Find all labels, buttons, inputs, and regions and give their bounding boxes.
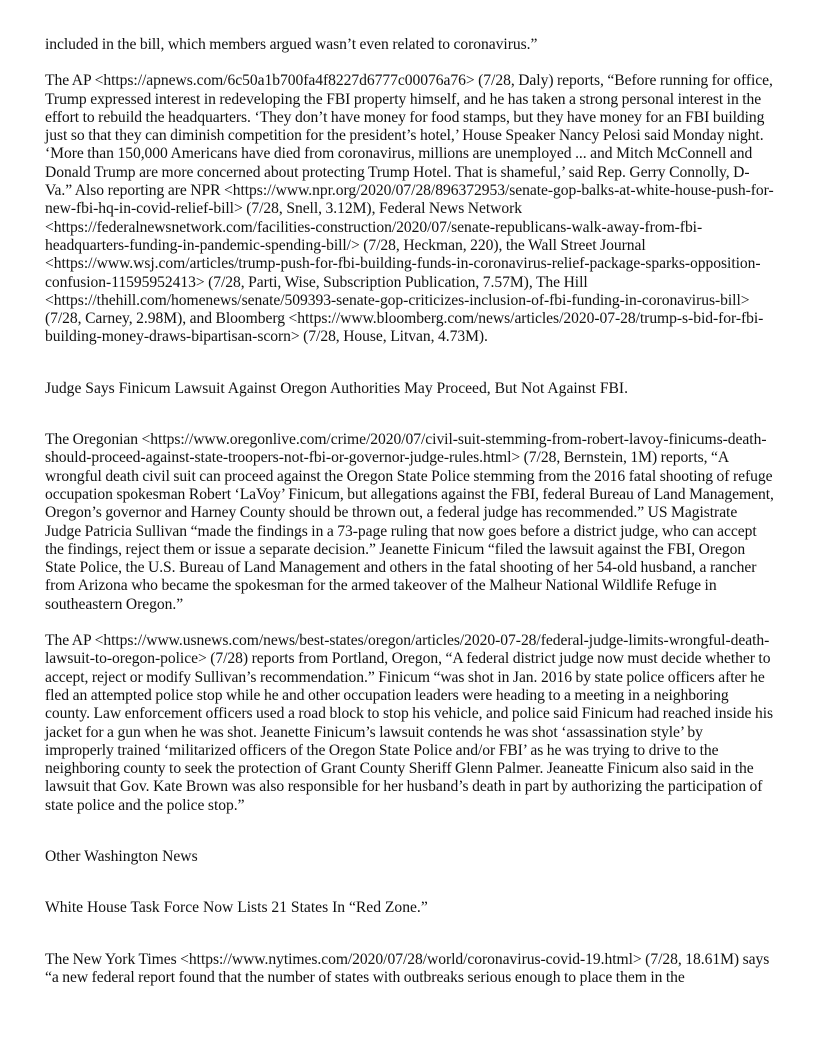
headline-red-zone: White House Task Force Now Lists 21 States In “Red Zone.” (45, 899, 428, 917)
paragraph-nytimes: The New York Times <https://www.nytimes.com/2020/07/28/world/coronavirus-covid-19.html> (7/28, 18.61M) says “a new federal report found that the number of states with outbreaks serious enough to place them in the (45, 950, 770, 986)
headline-finicum-lawsuit: Judge Says Finicum Lawsuit Against Oregon Authorities May Proceed, But Not Against FBI. (45, 379, 628, 397)
paragraph-oregonian: The Oregonian <https://www.oregonlive.com/crime/2020/07/civil-suit-stemming-from-robert-lavoy-finicums-death-should-proceed-against-state-troopers-not-fbi-or-governor-judge-rules.html> (7/28, Bernstein, 1M) reports, “A wrongful death civil suit can proceed against the Oregon State Police stemming from the 2016 fatal shooting of refuge occupation spokesman Robert ‘LaVoy’ Finicum, but allegations against the FBI, federal Bureau of Land Management, Oregon’s governor and Harney County should be thrown out, a federal judge has recommended.” US Magistrate Judge Patricia Sullivan “made the findings in a 73-page ruling that now goes before a district judge, who can accept the findings, reject them or issue a separate decision.” Jeanette Finicum “filed the lawsuit against the FBI, Oregon State Police, the U.S. Bureau of Land Management and others in the fatal shooting of her 54-old husband, a rancher from Arizona who became the spokesman for the armed takeover of the Malheur National Wildlife Refuge in southeastern Oregon.” (45, 431, 774, 613)
document-page (45, 36, 775, 987)
paragraph-bill-continuation: included in the bill, which members argued wasn’t even related to coronavirus.” (45, 36, 538, 53)
paragraph-ap-portland: The AP <https://www.usnews.com/news/best-states/oregon/articles/2020-07-28/federal-judge-limits-wrongful-death-lawsuit-to-oregon-police> (7/28) reports from Portland, Oregon, “A federal district judge now must decide whether to accept, reject or modify Sullivan’s recommendation.” Finicum “was shot in Jan. 2016 by state police officers after he fled an attempted police stop while he and other occupation leaders were heading to a meeting in a neighboring county. Law enforcement officers used a road block to stop his vehicle, and police said Finicum had reached inside his jacket for a gun when he was shot. Jeanette Finicum’s lawsuit contends he was shot ‘assassination style’ by improperly trained ‘militarized officers of the Oregon State Police and/or FBI’ as he was trying to drive to the neighboring county to seek the protection of Grant County Sheriff Glenn Palmer. Jeaneatte Finicum also said in the lawsuit that Gov. Kate Brown was also responsible for her husband’s death in part by authorizing the participation of state police and the police stop.” (45, 632, 774, 814)
section-heading-other-washington-news: Other Washington News (45, 847, 198, 865)
paragraph-ap-fbi-building: The AP <https://apnews.com/6c50a1b700fa4f8227d6777c00076a76> (7/28, Daly) reports, “Before running for office, Trump expressed interest in redeveloping the FBI property himself, and he has taken a strong personal interest in the effort to rebuild the headquarters. ‘They don’t have money for food stamps, but they have money for an FBI building just so that they can diminish competition for the president’s hotel,’ House Speaker Nancy Pelosi said Monday night. ‘More than 150,000 Americans have died from coronavirus, millions are unemployed ... and Mitch McConnell and Donald Trump are more concerned about protecting Trump Hotel. That is shameful,’ said Rep. Gerry Connolly, D-Va.” Also reporting are NPR <https://www.npr.org/2020/07/28/896372953/senate-gop-balks-at-white-house-push-for-new-fbi-hq-in-covid-relief-bill> (7/28, Snell, 3.12M), Federal News Network <https://federalnewsnetwork.com/facilities-construction/2020/07/senate-republicans-walk-away-from-fbi-headquarters-funding-in-pandemic-spending-bill/> (7/28, Heckman, 220), the Wall Street Journal <https://www.wsj.com/articles/trump-push-for-fbi-building-funds-in-coronavirus-relief-package-sparks-opposition-confusion-11595952413> (7/28, Parti, Wise, Subscription Publication, 7.57M), The Hill <https://thehill.com/homenews/senate/509393-senate-gop-criticizes-inclusion-of-fbi-funding-in-coronavirus-bill> (7/28, Carney, 2.98M), and Bloomberg <https://www.bloomberg.com/news/articles/2020-07-28/trump-s-bid-for-fbi-building-money-draws-bipartisan-scorn> (7/28, House, Litvan, 4.73M). (45, 72, 774, 346)
